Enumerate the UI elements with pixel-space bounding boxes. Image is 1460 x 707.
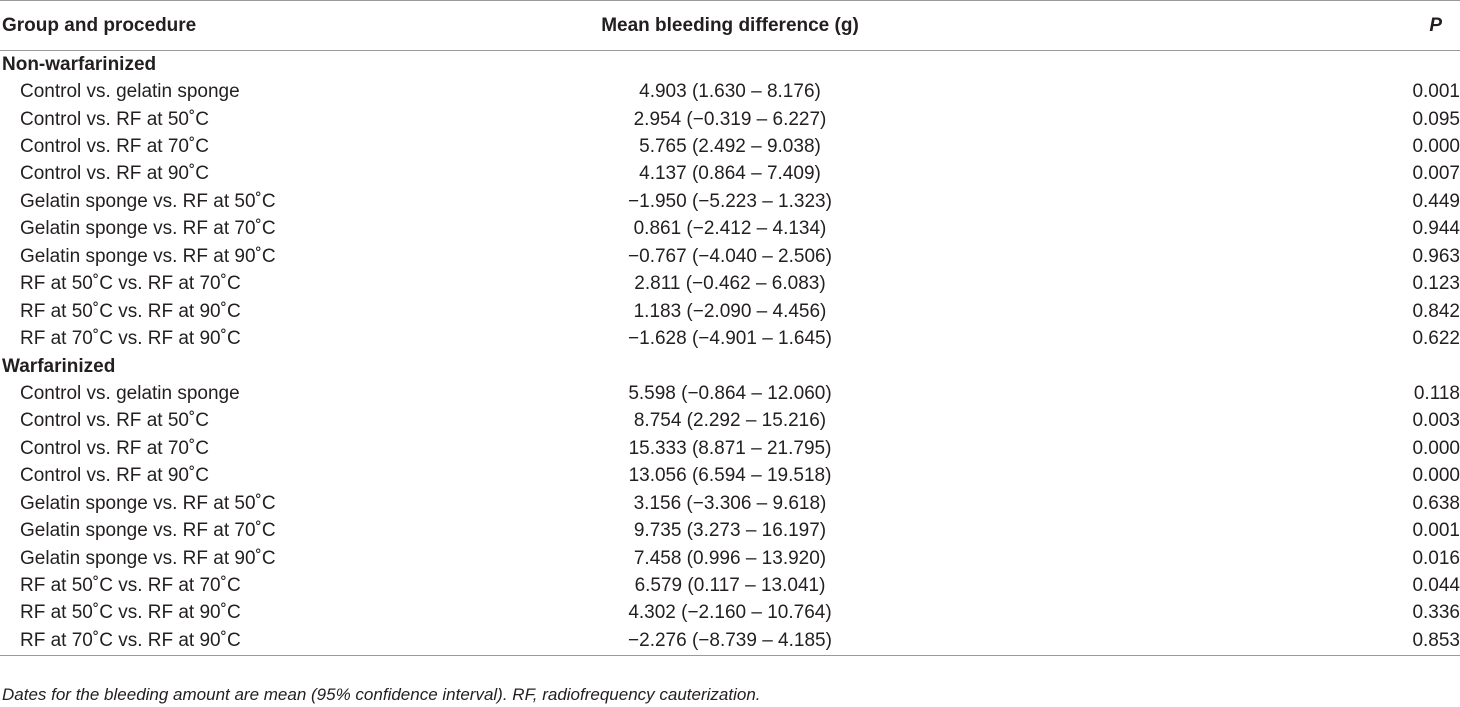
- table-row: [0, 517, 1460, 544]
- p-value-cell: 0.001: [1412, 520, 1460, 542]
- group-header-row: [0, 51, 1460, 79]
- procedure-cell: RF at 70˚C vs. RF at 90˚C: [20, 328, 241, 350]
- p-value-cell: 0.123: [1412, 273, 1460, 295]
- procedure-cell: Control vs. RF at 70˚C: [20, 136, 209, 158]
- mean-difference-cell: 4.137 (0.864 – 7.409): [639, 163, 821, 185]
- p-value-cell: 0.963: [1412, 245, 1460, 267]
- table-row: [0, 78, 1460, 105]
- column-header-mean: Mean bleeding difference (g): [520, 1, 940, 51]
- mean-difference-cell: 5.765 (2.492 – 9.038): [639, 136, 821, 158]
- table-row: [0, 545, 1460, 572]
- table-row: [0, 490, 1460, 517]
- p-value-cell: 0.007: [1412, 163, 1460, 185]
- mean-difference-cell: 2.954 (−0.319 – 6.227): [633, 108, 827, 130]
- table-row: [0, 408, 1460, 435]
- p-value-cell: 0.000: [1412, 437, 1460, 459]
- p-value-cell: 0.638: [1412, 492, 1460, 514]
- group-header-row: [0, 353, 1460, 380]
- table-row: [0, 271, 1460, 298]
- p-value-cell: 0.003: [1412, 410, 1460, 432]
- table-row: [0, 188, 1460, 215]
- mean-difference-cell: 0.861 (−2.412 – 4.134): [633, 218, 827, 240]
- table-row: [0, 106, 1460, 133]
- p-value-cell: 0.842: [1412, 300, 1460, 322]
- procedure-cell: Control vs. gelatin sponge: [20, 382, 240, 404]
- mean-difference-cell: 1.183 (−2.090 – 4.456): [633, 300, 827, 322]
- procedure-cell: Gelatin sponge vs. RF at 70˚C: [20, 520, 276, 542]
- table-row: [0, 216, 1460, 243]
- procedure-cell: Control vs. RF at 90˚C: [20, 465, 209, 487]
- mean-difference-cell: 6.579 (0.117 – 13.041): [634, 575, 826, 597]
- table-row: [0, 572, 1460, 599]
- mean-difference-cell: 4.302 (−2.160 – 10.764): [628, 602, 832, 624]
- p-value-cell: 0.853: [940, 627, 1460, 655]
- procedure-cell: RF at 50˚C vs. RF at 70˚C: [20, 575, 241, 597]
- table-header-row: [0, 1, 1460, 51]
- mean-difference-cell: 9.735 (3.273 – 16.197): [633, 520, 827, 542]
- procedure-cell: RF at 70˚C vs. RF at 90˚C: [0, 627, 520, 655]
- p-value-cell: 0.449: [1412, 190, 1460, 212]
- group-label: Non-warfarinized: [2, 53, 157, 75]
- mean-difference-cell: −0.767 (−4.040 – 2.506): [628, 245, 832, 267]
- p-value-cell: 0.044: [1412, 575, 1460, 597]
- mean-difference-cell: 8.754 (2.292 – 15.216): [633, 410, 827, 432]
- procedure-cell: RF at 50˚C vs. RF at 90˚C: [20, 602, 241, 624]
- table-row: [0, 243, 1460, 270]
- table-row: [0, 161, 1460, 188]
- table-row: [0, 298, 1460, 325]
- mean-difference-cell: −1.628 (−4.901 – 1.645): [628, 328, 832, 350]
- procedure-cell: Gelatin sponge vs. RF at 70˚C: [20, 218, 276, 240]
- p-value-cell: 0.095: [1412, 108, 1460, 130]
- mean-difference-cell: 2.811 (−0.462 – 6.083): [634, 273, 826, 295]
- mean-difference-cell: 13.056 (6.594 – 19.518): [628, 465, 832, 487]
- procedure-cell: Control vs. RF at 50˚C: [20, 410, 209, 432]
- p-value-cell: 0.622: [1412, 328, 1460, 350]
- p-value-cell: 0.000: [1412, 465, 1460, 487]
- mean-difference-cell: −2.276 (−8.739 – 4.185): [520, 627, 940, 655]
- p-value-cell: 0.118: [1413, 382, 1460, 404]
- table-row: [0, 380, 1460, 407]
- procedure-cell: Control vs. RF at 50˚C: [20, 108, 209, 130]
- procedure-cell: RF at 50˚C vs. RF at 70˚C: [20, 273, 241, 295]
- mean-difference-cell: 7.458 (0.996 – 13.920): [633, 547, 827, 569]
- p-value-cell: 0.016: [1412, 547, 1460, 569]
- procedure-cell: Gelatin sponge vs. RF at 50˚C: [20, 492, 276, 514]
- table-row: [0, 435, 1460, 462]
- p-value-cell: 0.001: [1412, 81, 1460, 103]
- p-value-cell: 0.336: [1412, 602, 1460, 624]
- procedure-cell: Control vs. RF at 70˚C: [20, 437, 209, 459]
- procedure-cell: Gelatin sponge vs. RF at 50˚C: [20, 190, 276, 212]
- column-header-group: Group and procedure: [0, 1, 520, 51]
- table-row: [0, 463, 1460, 490]
- column-header-p: P: [940, 1, 1460, 51]
- p-value-cell: 0.000: [1412, 136, 1460, 158]
- mean-difference-cell: −1.950 (−5.223 – 1.323): [628, 190, 832, 212]
- procedure-cell: Control vs. gelatin sponge: [20, 81, 240, 103]
- mean-difference-cell: 5.598 (−0.864 – 12.060): [628, 382, 832, 404]
- p-value-cell: 0.944: [1412, 218, 1460, 240]
- mean-difference-cell: 4.903 (1.630 – 8.176): [639, 81, 821, 103]
- procedure-cell: Gelatin sponge vs. RF at 90˚C: [20, 245, 276, 267]
- table-row: [0, 133, 1460, 160]
- table-footnote: Dates for the bleeding amount are mean (95% confidence interval). RF, radiofrequency cauterization.: [2, 685, 761, 704]
- table-row: [0, 600, 1460, 627]
- mean-difference-cell: 3.156 (−3.306 – 9.618): [633, 492, 827, 514]
- table-row: [0, 627, 1460, 655]
- mean-difference-cell: 15.333 (8.871 – 21.795): [628, 437, 832, 459]
- table-row: [0, 325, 1460, 352]
- procedure-cell: RF at 50˚C vs. RF at 90˚C: [20, 300, 241, 322]
- group-label: Warfarinized: [2, 355, 116, 377]
- procedure-cell: Gelatin sponge vs. RF at 90˚C: [20, 547, 276, 569]
- procedure-cell: Control vs. RF at 90˚C: [20, 163, 209, 185]
- table-body: [0, 51, 1460, 656]
